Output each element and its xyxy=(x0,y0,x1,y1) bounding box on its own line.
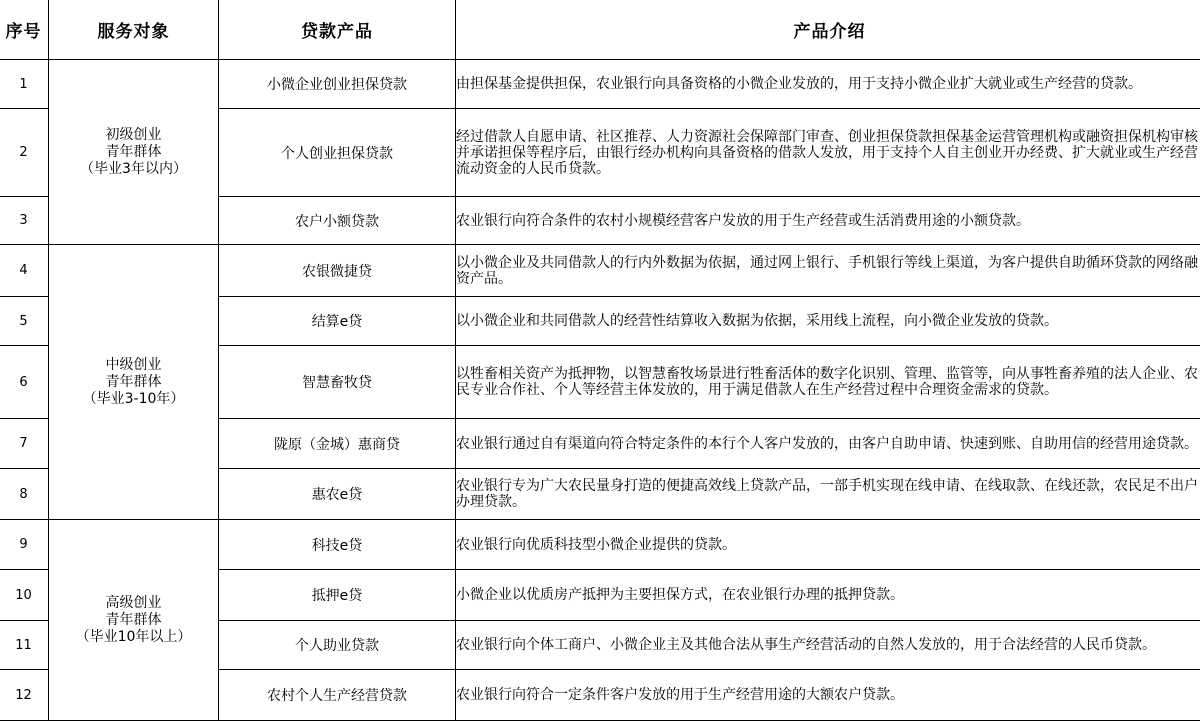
row-seq: 4 xyxy=(0,245,49,297)
row-product: 农村个人生产经营贷款 xyxy=(219,670,456,721)
row-seq: 12 xyxy=(0,670,49,721)
row-product: 个人助业贷款 xyxy=(219,621,456,670)
row-seq: 11 xyxy=(0,621,49,670)
group-line: 青年群体 xyxy=(49,612,218,629)
row-intro: 农业银行向优质科技型小微企业提供的贷款。 xyxy=(456,520,1200,570)
header-target: 服务对象 xyxy=(49,0,219,60)
row-product: 结算e贷 xyxy=(219,297,456,346)
row-seq: 2 xyxy=(0,109,49,197)
row-seq: 8 xyxy=(0,469,49,520)
group-line: （毕业3年以内） xyxy=(49,161,218,178)
header-row xyxy=(0,0,1200,60)
row-product: 农银微捷贷 xyxy=(219,245,456,297)
row-product: 惠农e贷 xyxy=(219,469,456,520)
row-intro: 以小微企业和共同借款人的经营性结算收入数据为依据，采用线上流程，向小微企业发放的贷款。 xyxy=(456,297,1200,346)
row-product: 个人创业担保贷款 xyxy=(219,109,456,197)
row-intro: 农业银行专为广大农民量身打造的便捷高效线上贷款产品，一部手机实现在线申请、在线取款、在线还款，农民足不出户办理贷款。 xyxy=(456,469,1200,520)
row-product: 智慧畜牧贷 xyxy=(219,346,456,419)
row-product: 科技e贷 xyxy=(219,520,456,570)
row-seq: 3 xyxy=(0,197,49,245)
header-product: 贷款产品 xyxy=(219,0,456,60)
group-line: 初级创业 xyxy=(49,127,218,144)
row-intro: 经过借款人自愿申请、社区推荐、人力资源社会保障部门审查、创业担保贷款担保基金运营管理机构或融资担保机构审核并承诺担保等程序后，由银行经办机构向具备资格的借款人发放，用于支持个人自主创业开办经费、扩大就业或生产经营流动资金的人民币贷款。 xyxy=(456,109,1200,197)
target-group-senior xyxy=(49,520,219,721)
group-line: 中级创业 xyxy=(49,357,218,374)
header-intro: 产品介绍 xyxy=(456,0,1200,60)
group-line: （毕业3-10年） xyxy=(49,391,218,408)
table-row xyxy=(0,520,1200,570)
row-intro: 以牲畜相关资产为抵押物，以智慧畜牧场景进行牲畜活体的数字化识别、管理、监管等，向从事牲畜养殖的法人企业、农民专业合作社、个人等经营主体发放的，用于满足借款人在生产经营过程中合理资金需求的贷款。 xyxy=(456,346,1200,419)
table-row xyxy=(0,60,1200,109)
row-seq: 6 xyxy=(0,346,49,419)
row-intro: 农业银行通过自有渠道向符合特定条件的本行个人客户发放的，由客户自助申请、快速到账、自助用信的经营用途贷款。 xyxy=(456,419,1200,469)
header-seq: 序号 xyxy=(0,0,49,60)
target-group-junior xyxy=(49,60,219,245)
row-intro: 以小微企业及共同借款人的行内外数据为依据，通过网上银行、手机银行等线上渠道，为客户提供自助循环贷款的网络融资产品。 xyxy=(456,245,1200,297)
row-intro: 由担保基金提供担保，农业银行向具备资格的小微企业发放的，用于支持小微企业扩大就业或生产经营的贷款。 xyxy=(456,60,1200,109)
row-intro: 农业银行向符合一定条件客户发放的用于生产经营用途的大额农户贷款。 xyxy=(456,670,1200,721)
table-row xyxy=(0,245,1200,297)
row-seq: 5 xyxy=(0,297,49,346)
row-seq: 1 xyxy=(0,60,49,109)
row-intro: 农业银行向个体工商户、小微企业主及其他合法从事生产经营活动的自然人发放的，用于合法经营的人民币贷款。 xyxy=(456,621,1200,670)
row-product: 农户小额贷款 xyxy=(219,197,456,245)
group-line: 青年群体 xyxy=(49,374,218,391)
row-intro: 小微企业以优质房产抵押为主要担保方式，在农业银行办理的抵押贷款。 xyxy=(456,570,1200,621)
row-seq: 9 xyxy=(0,520,49,570)
row-product: 小微企业创业担保贷款 xyxy=(219,60,456,109)
target-group-intermediate xyxy=(49,245,219,520)
row-intro: 农业银行向符合条件的农村小规模经营客户发放的用于生产经营或生活消费用途的小额贷款。 xyxy=(456,197,1200,245)
row-product: 抵押e贷 xyxy=(219,570,456,621)
group-line: （毕业10年以上） xyxy=(49,629,218,646)
group-line: 高级创业 xyxy=(49,595,218,612)
row-seq: 7 xyxy=(0,419,49,469)
row-seq: 10 xyxy=(0,570,49,621)
row-product: 陇原（金城）惠商贷 xyxy=(219,419,456,469)
group-line: 青年群体 xyxy=(49,144,218,161)
